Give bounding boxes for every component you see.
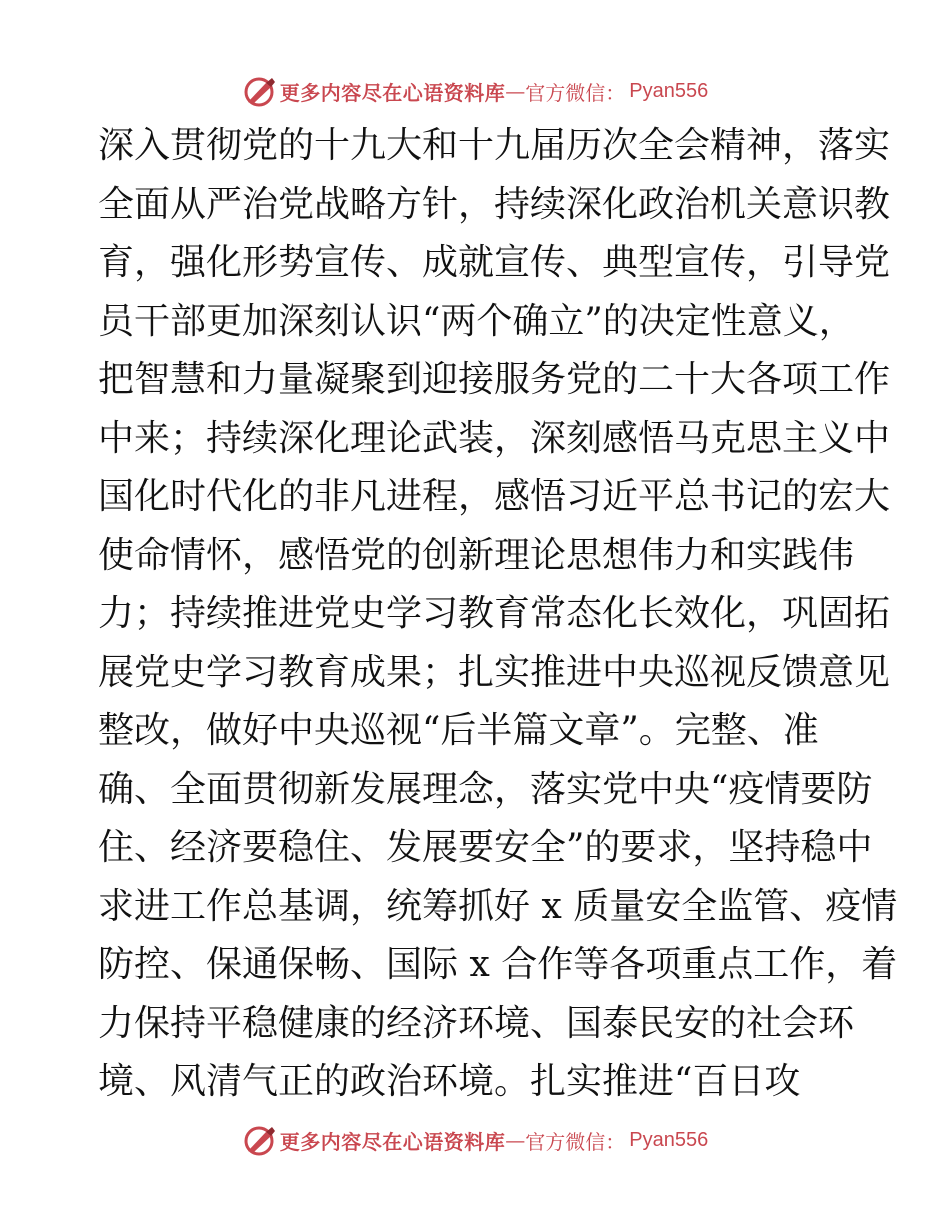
text-line: 员干部更加深刻认识“两个确立”的决定性意义，: [98, 300, 855, 342]
watermark-official-label: 官方微信：: [525, 1129, 626, 1154]
body-paragraph: [98, 117, 898, 1112]
text-line: 深入贯彻党的十九大和十九届历次全会精神，落实: [98, 125, 891, 166]
pen-circle-logo-icon: [242, 74, 278, 108]
watermark-dash: —: [505, 1128, 526, 1152]
text-line: 防控、保通保畅、国际 x 合作等各项重点工作，着: [98, 944, 898, 985]
watermark-dash: —: [505, 79, 526, 103]
text-line: 展党史学习教育成果；扎实推进中央巡视反馈意见: [98, 651, 891, 693]
watermark-wechat-id: Pyan556: [629, 1128, 709, 1151]
text-line: 力保持平稳健康的经济环境、国泰民安的社会环: [98, 1002, 855, 1044]
text-line: 整改，做好中央巡视“后半篇文章”。完整、准: [98, 710, 819, 751]
text-line: 把智慧和力量凝聚到迎接服务党的二十大各项工作: [98, 359, 891, 400]
footer-watermark: [0, 1120, 950, 1160]
text-line: 住、经济要稳住、发展要安全”的要求，坚持稳中: [98, 827, 873, 868]
text-line: 中来；持续深化理论武装，深刻感悟马克思主义中: [98, 417, 891, 459]
watermark-main-text: 更多内容尽在心语资料库: [279, 80, 506, 105]
text-line: 国化时代化的非凡进程，感悟习近平总书记的宏大: [98, 476, 891, 517]
text-line: 育，强化形势宣传、成就宣传、典型宣传，引导党: [98, 242, 891, 283]
text-line: 力；持续推进党史学习教育常态化长效化，巩固拓: [98, 593, 891, 634]
header-watermark: [0, 71, 950, 111]
watermark-official-label: 官方微信：: [525, 80, 626, 105]
text-line: 全面从严治党战略方针，持续深化政治机关意识教: [98, 183, 891, 225]
text-line: 确、全面贯彻新发展理念，落实党中央“疫情要防: [98, 768, 873, 810]
text-line: 境、风清气正的政治环境。扎实推进“百日攻: [98, 1061, 801, 1102]
watermark-main-text: 更多内容尽在心语资料库: [279, 1129, 506, 1154]
watermark-wechat-id: Pyan556: [629, 79, 709, 102]
text-line: 使命情怀，感悟党的创新理论思想伟力和实践伟: [98, 534, 855, 576]
pen-circle-logo-icon: [242, 1123, 278, 1157]
text-line: 求进工作总基调，统筹抓好 x 质量安全监管、疫情: [98, 885, 898, 927]
